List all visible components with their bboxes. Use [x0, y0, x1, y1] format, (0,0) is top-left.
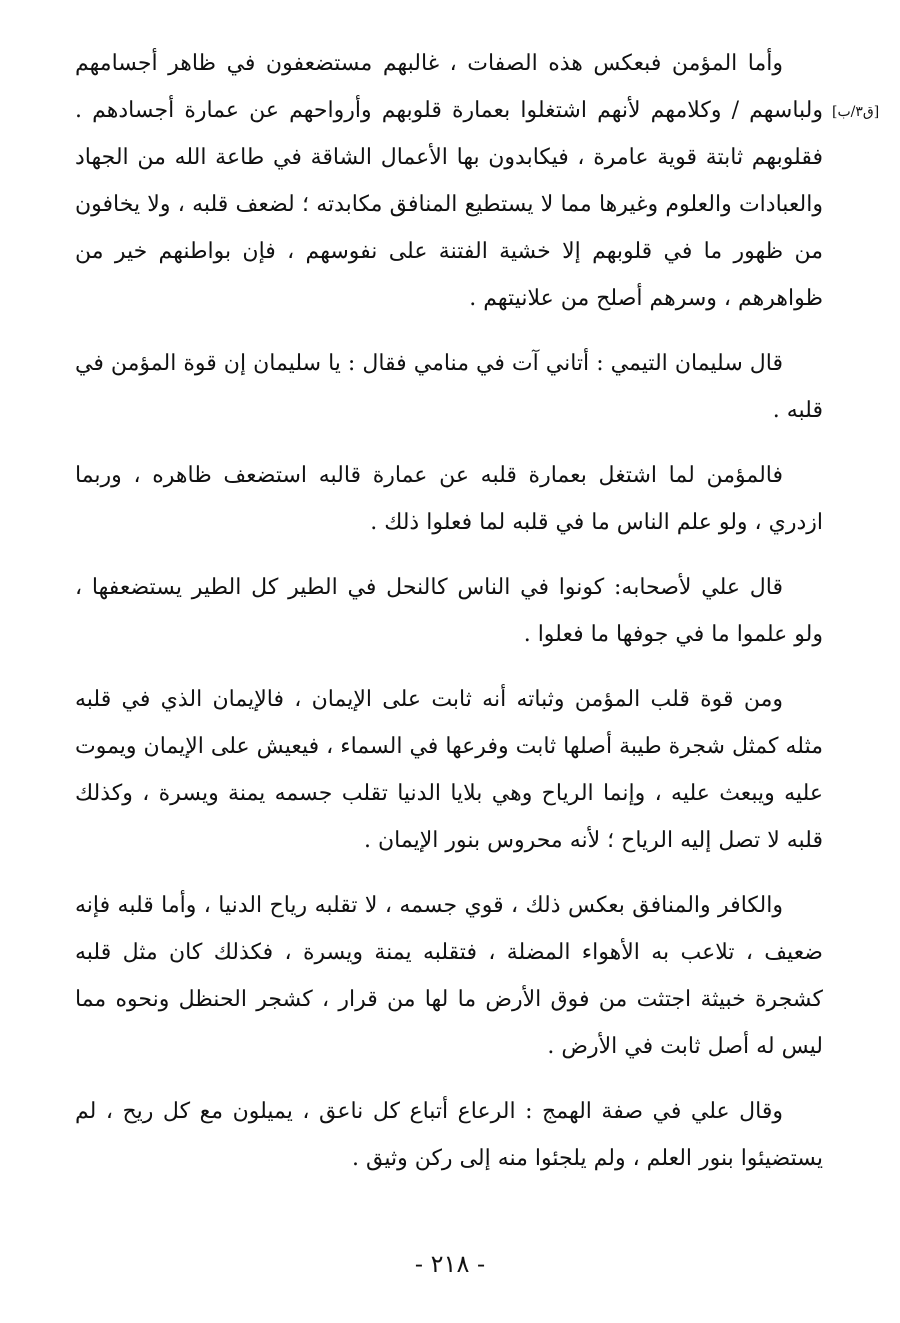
manuscript-folio-note: [ق٣/ب]: [832, 104, 880, 120]
paragraph: فالمؤمن لما اشتغل بعمارة قلبه عن عمارة قالبه استضعف ظاهره ، وربما ازدري ، ولو علم الناس ما في قلبه لما فعلوا ذلك .: [75, 463, 823, 535]
paragraph: والكافر والمنافق بعكس ذلك ، قوي جسمه ، لا تقلبه رياح الدنيا ، وأما قلبه فإنه ضعيف ، تلاعب به الأهواء المضلة ، فتقلبه يمنة ويسرة ، فكذلك كان مثل قلبه كشجرة خبيثة اجتثت من فوق الأرض ما لها من قرار ، كشجر الحنظل ونحوه مما ليس له أصل ثابت في الأرض .: [75, 893, 823, 1059]
paragraph: وقال علي في صفة الهمج : الرعاع أتباع كل ناعق ، يميلون مع كل ريح ، لم يستضيئوا بنور العلم ، ولم يلجئوا منه إلى ركن وثيق .: [75, 1099, 823, 1171]
paragraph: قال سليمان التيمي : أتاني آت في منامي فقال : يا سليمان إن قوة المؤمن في قلبه .: [75, 351, 823, 423]
paragraph: قال علي لأصحابه: كونوا في الناس كالنحل في الطير كل الطير يستضعفها ، ولو علموا ما في جوفها ما فعلوا .: [75, 575, 823, 647]
page-number: - ٢١٨ -: [414, 1250, 486, 1278]
paragraph: ومن قوة قلب المؤمن وثباته أنه ثابت على الإيمان ، فالإيمان الذي في قلبه مثله كمثل شجرة طيبة أصلها ثابت وفرعها في السماء ، فيعيش على الإيمان ويموت عليه ويبعث عليه ، وإنما الرياح وهي بلايا الدنيا تقلب جسمه يمنة ويسرة ، وكذلك قلبه لا تصل إليه الرياح ؛ لأنه محروس بنور الإيمان .: [75, 687, 823, 853]
paragraph: وأما المؤمن فبعكس هذه الصفات ، غالبهم مستضعفون في ظاهر أجسامهم ولباسهم / وكلامهم لأنهم اشتغلوا بعمارة قلوبهم وأرواحهم عن عمارة أجسادهم . فقلوبهم ثابتة قوية عامرة ، فيكابدون بها الأعمال الشاقة في طاعة الله من الجهاد والعبادات والعلوم وغيرها مما لا يستطيع المنافق مكابدته ؛ لضعف قلبه ، ولا يخافون من ظهور ما في قلوبهم إلا خشية الفتنة على نفوسهم ، فإن بواطنهم خير من ظواهرهم ، وسرهم أصلح من علانيتهم .: [75, 51, 823, 311]
main-text: [75, 40, 823, 1200]
